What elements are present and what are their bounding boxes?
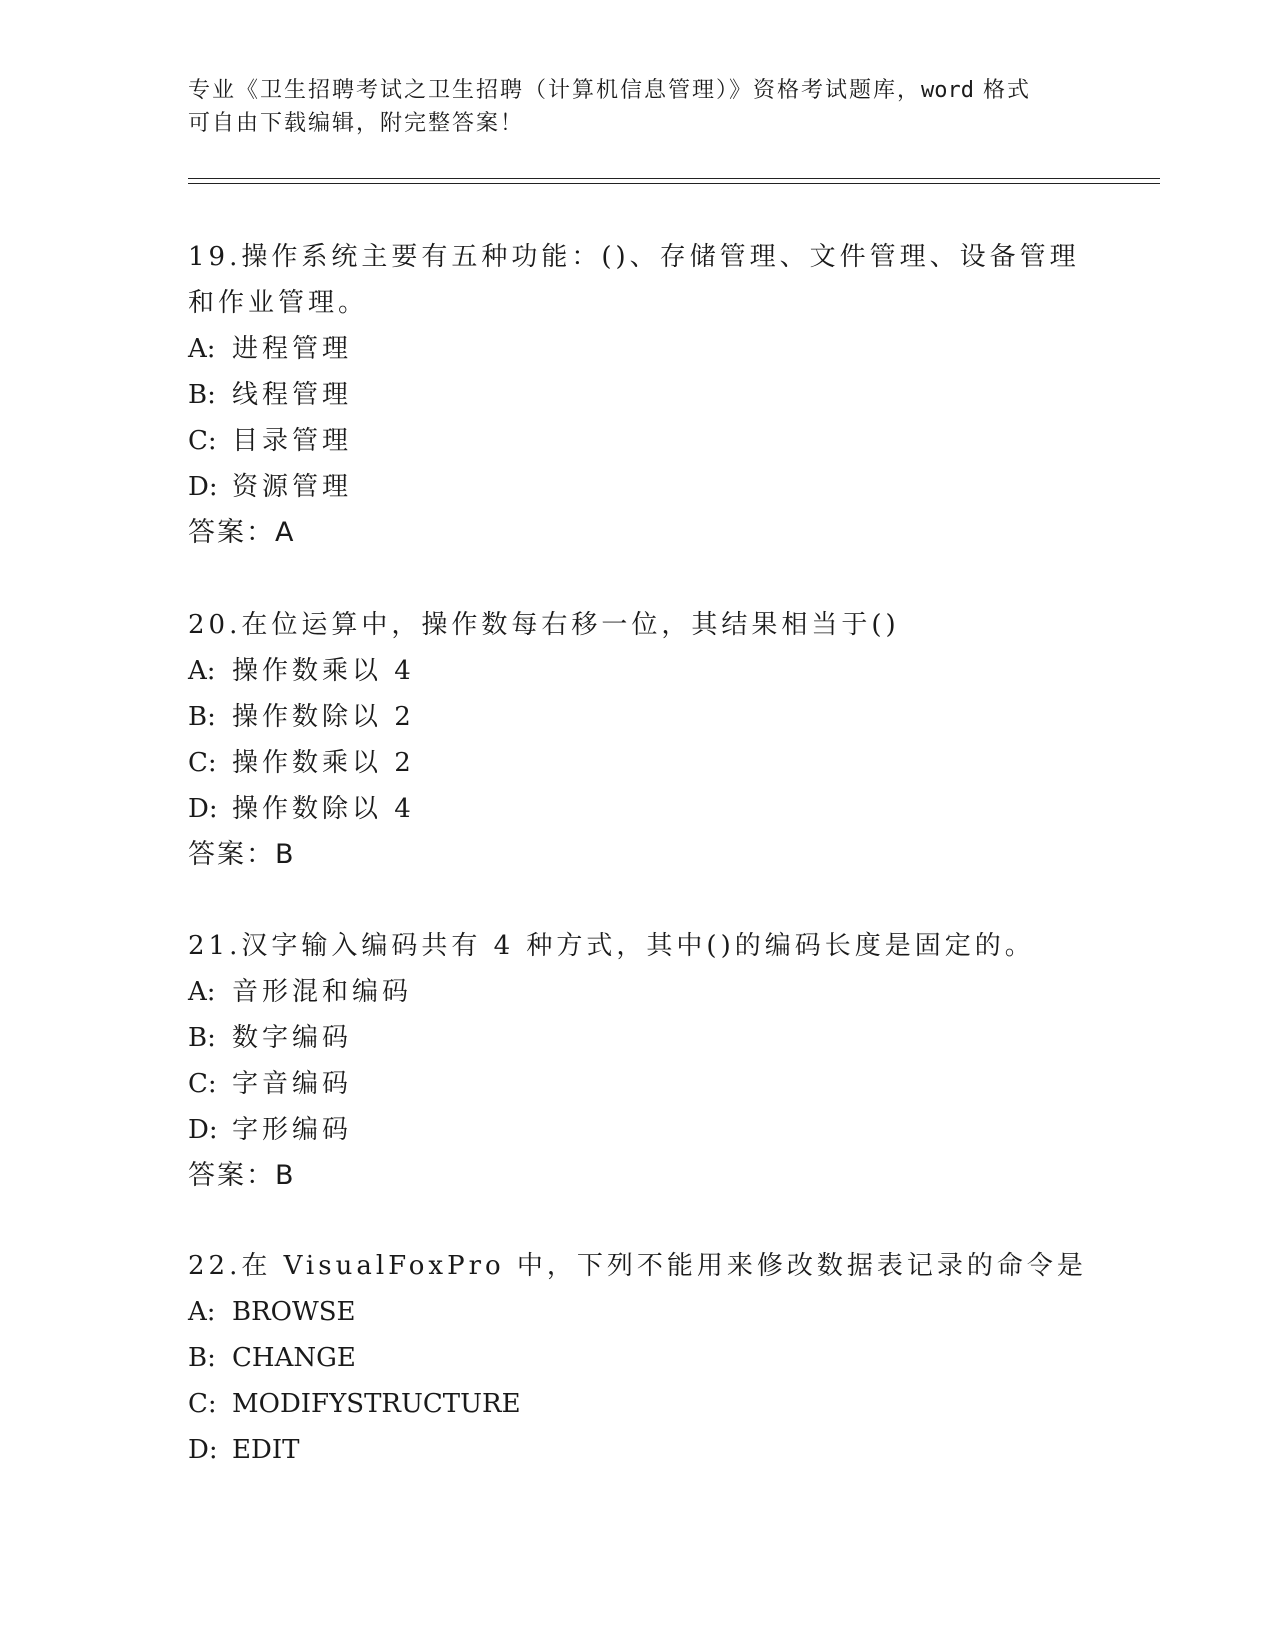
option-c [188, 1061, 1088, 1107]
option-text: EDIT [232, 1435, 300, 1465]
question-stem: 22.在 VisualFoxPro 中，下列不能用来修改数据表记录的命令是 [188, 1251, 1087, 1281]
answer-label: 答案：A [188, 517, 296, 548]
option-text: 操作数除以 4 [232, 794, 415, 824]
option-a [188, 326, 1088, 372]
header-word-label: word [921, 78, 974, 103]
option-c [188, 418, 1088, 464]
question-stem: 19.操作系统主要有五种功能：()、存储管理、文件管理、设备管理和作业管理。 [188, 242, 1080, 318]
option-c [188, 740, 1088, 786]
header-line-1-suffix: 格式 [974, 78, 1031, 103]
header-divider-top [188, 178, 1160, 179]
option-key: C: [188, 426, 217, 456]
option-key: A: [188, 1297, 216, 1327]
document-header [188, 74, 1088, 140]
option-text: 操作数乘以 4 [232, 656, 415, 686]
option-text: 操作数除以 2 [232, 702, 415, 732]
option-text: 数字编码 [232, 1023, 353, 1053]
option-text: 字形编码 [232, 1115, 353, 1145]
option-key: C: [188, 748, 217, 778]
question-stem: 21.汉字输入编码共有 4 种方式，其中()的编码长度是固定的。 [188, 931, 1035, 961]
option-c [188, 1381, 1088, 1427]
option-key: D: [188, 472, 218, 502]
option-text: 资源管理 [232, 472, 353, 502]
question-20 [188, 602, 1088, 878]
answer-label: 答案：B [188, 839, 296, 870]
option-text: 音形混和编码 [232, 977, 413, 1007]
option-a [188, 969, 1088, 1015]
option-text: 操作数乘以 2 [232, 748, 415, 778]
option-key: A: [188, 656, 216, 686]
option-key: B: [188, 702, 216, 732]
option-key: B: [188, 380, 216, 410]
option-d [188, 1107, 1088, 1153]
option-d [188, 464, 1088, 510]
option-key: C: [188, 1389, 217, 1419]
option-text: 目录管理 [232, 426, 353, 456]
option-b [188, 694, 1088, 740]
option-d [188, 1427, 1088, 1473]
question-22 [188, 1243, 1088, 1473]
option-a [188, 648, 1088, 694]
option-text: 进程管理 [232, 334, 353, 364]
option-key: B: [188, 1023, 216, 1053]
option-key: C: [188, 1069, 217, 1099]
header-line-2: 可自由下载编辑，附完整答案！ [188, 111, 525, 136]
option-text: 线程管理 [232, 380, 353, 410]
option-key: D: [188, 794, 218, 824]
option-b [188, 372, 1088, 418]
answer-label: 答案：B [188, 1160, 296, 1191]
option-a [188, 1289, 1088, 1335]
question-stem: 20.在位运算中，操作数每右移一位，其结果相当于() [188, 610, 900, 640]
option-text: BROWSE [232, 1297, 356, 1327]
question-19 [188, 234, 1088, 556]
option-key: A: [188, 977, 216, 1007]
question-21 [188, 923, 1088, 1199]
option-key: D: [188, 1115, 218, 1145]
option-b [188, 1015, 1088, 1061]
header-line-1 [188, 74, 1088, 107]
option-key: B: [188, 1343, 216, 1373]
option-text: CHANGE [232, 1343, 356, 1373]
option-text: MODIFYSTRUCTURE [232, 1389, 521, 1419]
header-line-1-text: 专业《卫生招聘考试之卫生招聘（计算机信息管理）》资格考试题库， [188, 78, 922, 103]
header-divider-bottom [188, 183, 1160, 184]
option-b [188, 1335, 1088, 1381]
option-key: A: [188, 334, 216, 364]
option-key: D: [188, 1435, 218, 1465]
option-d [188, 786, 1088, 832]
option-text: 字音编码 [232, 1069, 353, 1099]
